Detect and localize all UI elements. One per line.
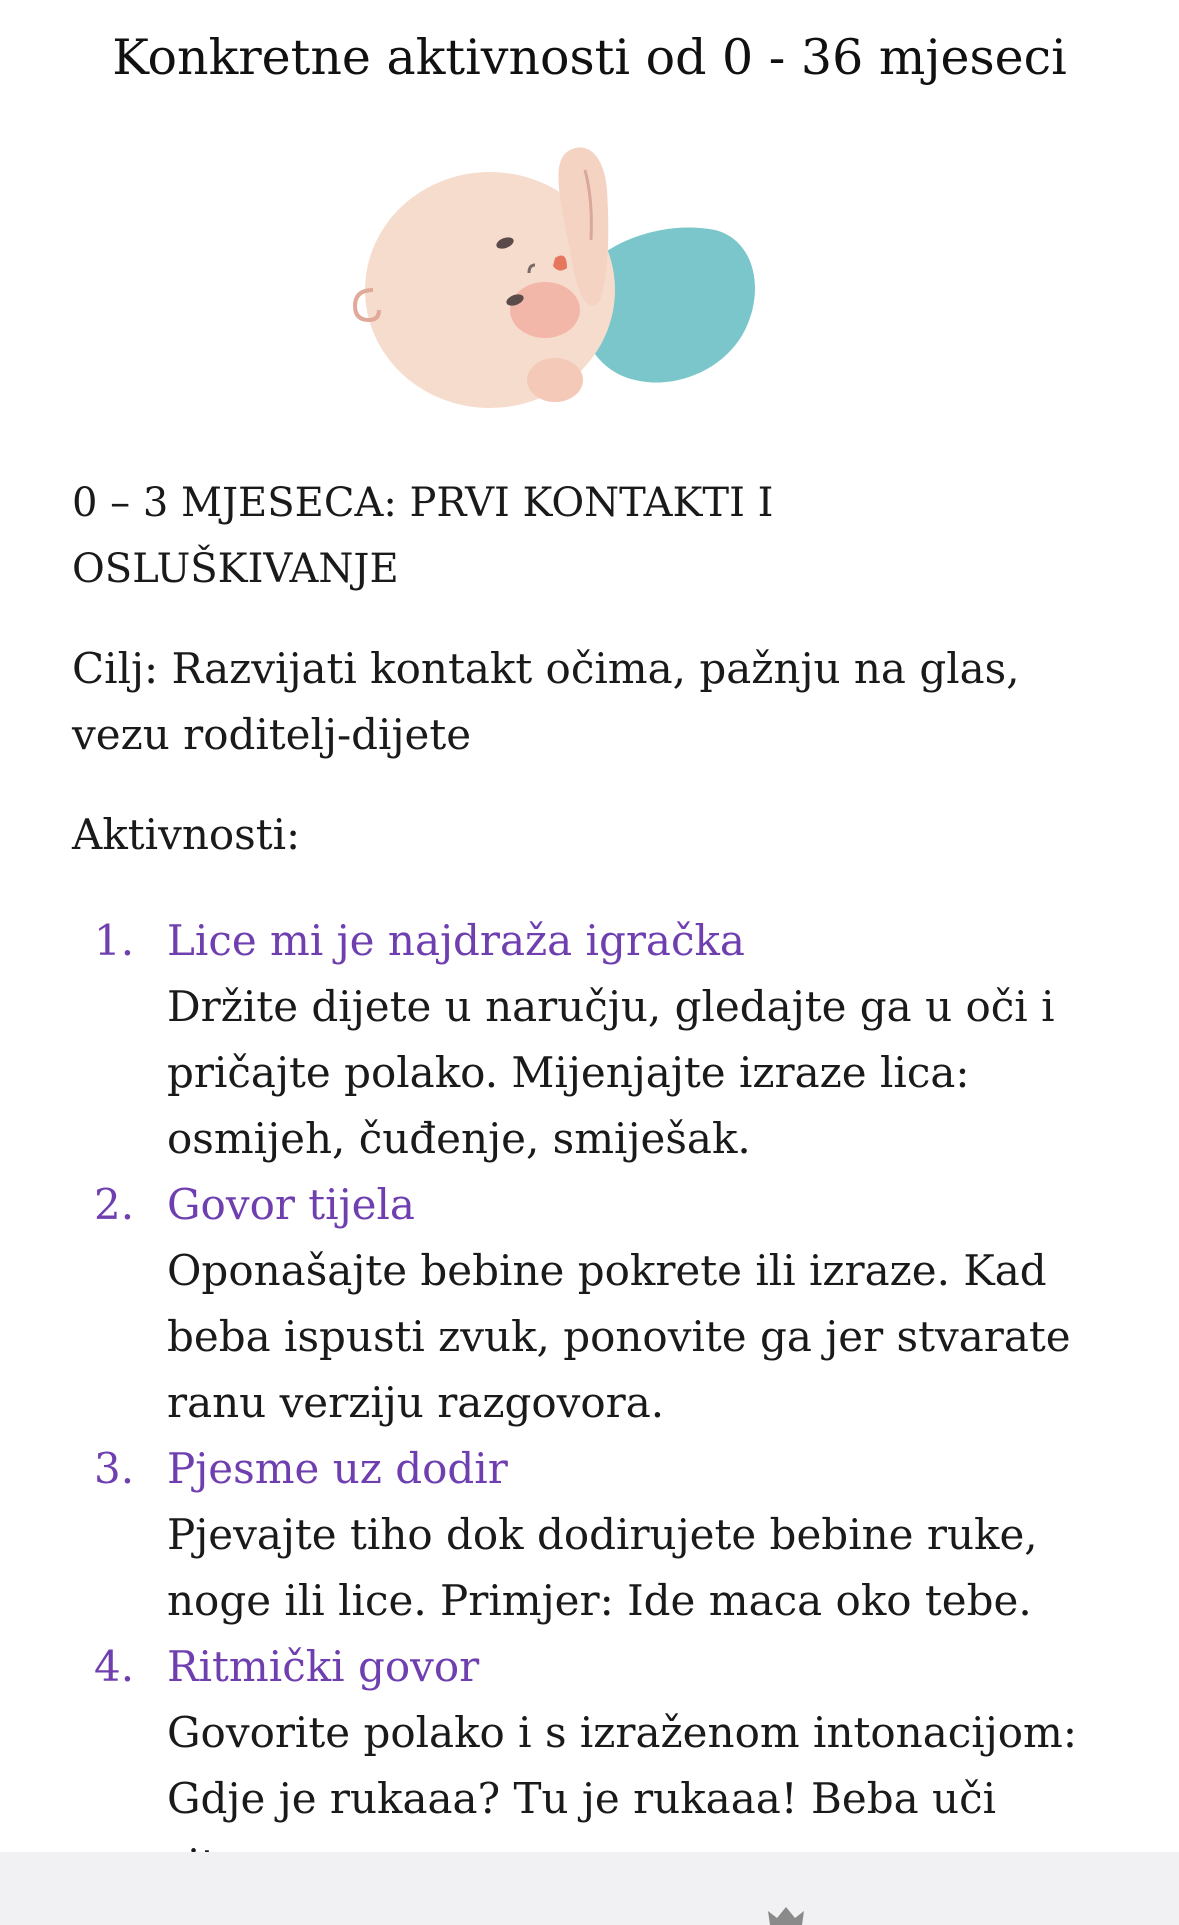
section-heading-line1: 0 – 3 MJESECA: PRVI KONTAKTI I xyxy=(72,480,774,526)
ear xyxy=(527,358,583,402)
activity-title: Ritmički govor xyxy=(167,1642,480,1691)
activity-description: Držite dijete u naručju, gledajte ga u oči i pričajte polako. Mijenjajte izraze lica: osmijeh, čuđenje, smiješak. xyxy=(167,982,1055,1163)
section-heading xyxy=(72,470,1122,602)
goal-text: Cilj: Razvijati kontakt očima, pažnju na glas, vezu roditelj-dijete xyxy=(72,644,1020,759)
activity-item xyxy=(72,1436,1122,1634)
main-content xyxy=(72,470,1122,1898)
activities-label: Aktivnosti: xyxy=(72,810,301,859)
activity-title: Govor tijela xyxy=(167,1180,415,1229)
activity-item xyxy=(72,908,1122,1172)
activities-list xyxy=(72,908,1122,1898)
cheek xyxy=(510,282,580,338)
activity-title: Lice mi je najdraža igračka xyxy=(167,916,745,965)
activity-number: 2. xyxy=(94,1180,135,1229)
activity-item xyxy=(72,1172,1122,1436)
activity-number: 4. xyxy=(94,1642,135,1691)
activity-description: Oponašajte bebine pokrete ili izraze. Kad beba ispusti zvuk, ponovite ga jer stvarate ranu verziju razgovora. xyxy=(167,1246,1071,1427)
section-heading-line2: OSLUŠKIVANJE xyxy=(72,546,399,592)
page-title: Konkretne aktivnosti od 0 - 36 mjeseci xyxy=(112,29,1067,86)
activity-number: 3. xyxy=(94,1444,135,1493)
activity-description: Govorite polako i s izraženom intonacijom: Gdje je rukaaa? Tu je rukaaa! Beba uči xyxy=(167,1708,1078,1823)
crown-icon[interactable] xyxy=(766,1905,806,1925)
activity-number: 1. xyxy=(94,916,135,965)
baby-illustration xyxy=(345,140,835,430)
bottom-bar xyxy=(0,1852,1179,1925)
activity-title: Pjesme uz dodir xyxy=(167,1444,508,1493)
activity-description: Pjevajte tiho dok dodirujete bebine ruke, noge ili lice. Primjer: Ide maca oko tebe. xyxy=(167,1510,1038,1625)
